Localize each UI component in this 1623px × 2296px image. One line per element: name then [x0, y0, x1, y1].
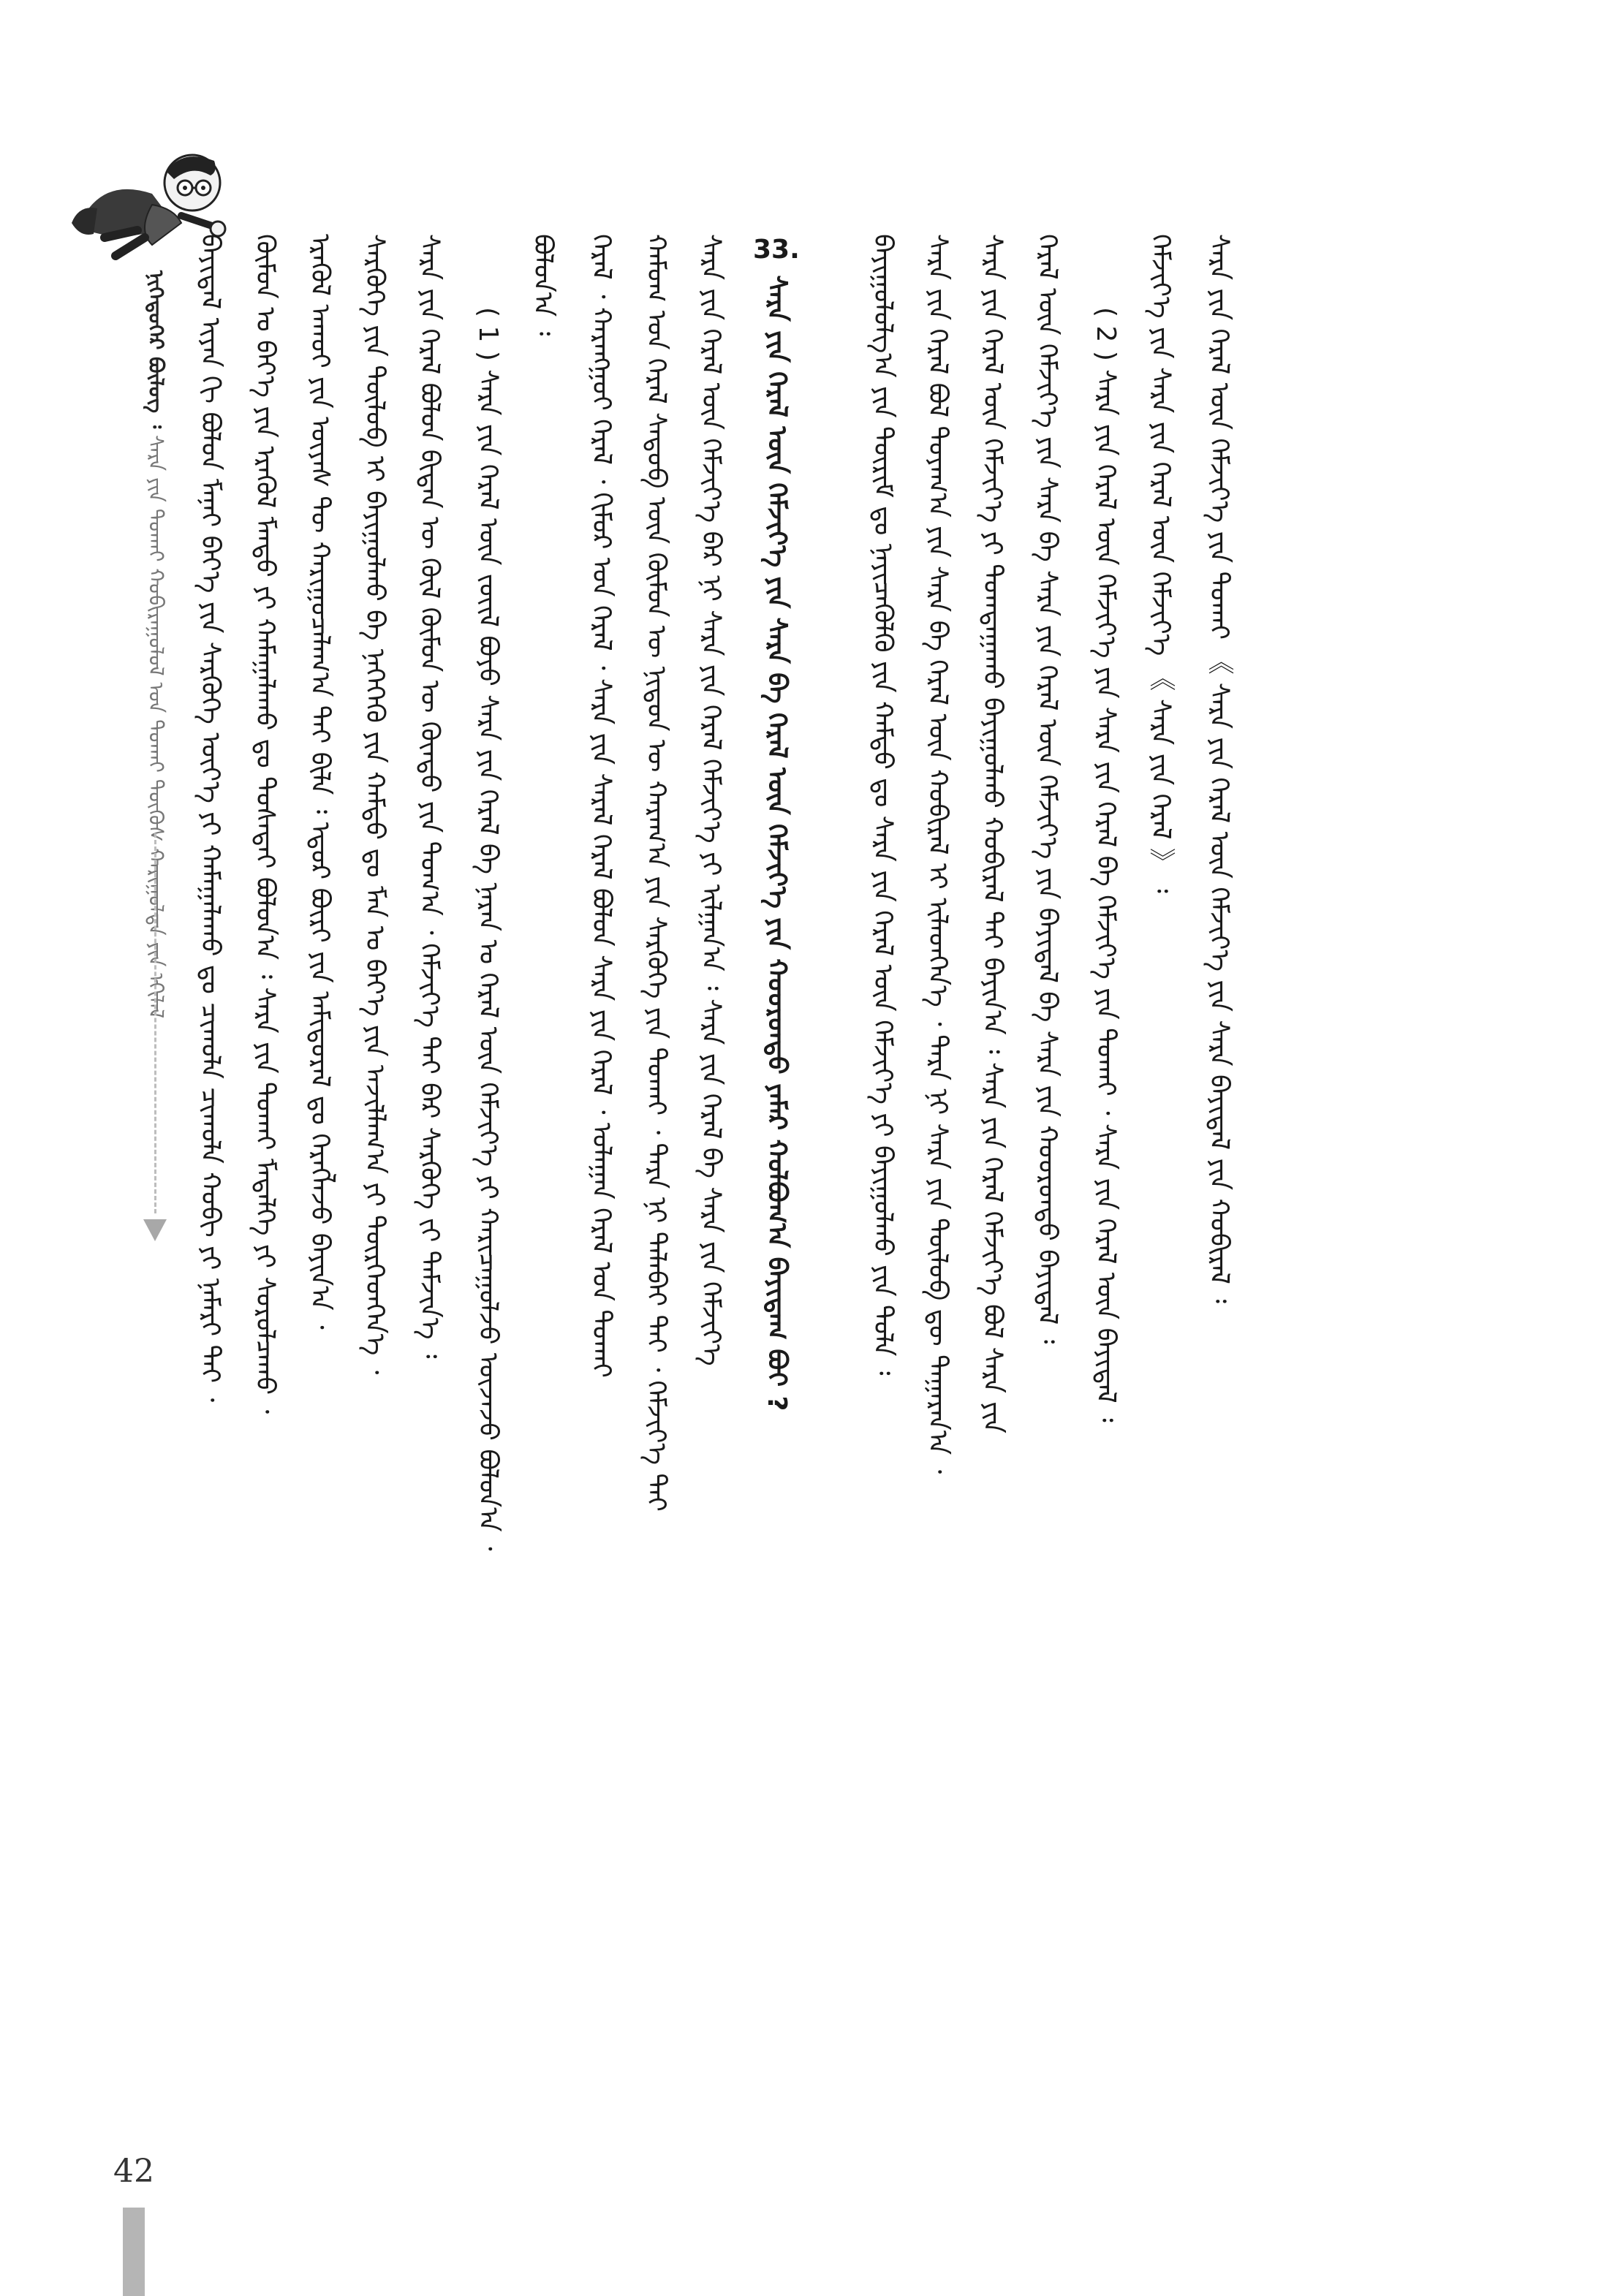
running-header-label: ᠨᠢᠭᠡᠳᠦᠭᠡᠷ ᠪᠦᠯᠦᠭ ᠄ [144, 270, 168, 429]
text-column: ᠬᠦᠮᠦᠨ ᠤ ᠪᠡᠶ᠎ᠡ ᠶᠢᠨ ᠡᠷᠡᠭᠦᠯ ᠮᠡᠨᠳᠦ ᠶᠢ ᠬᠠᠮᠠᠭᠠᠯᠠᠬᠤ ᠳᠤ ᠲᠤᠰᠠᠲᠠᠢ ᠪᠤᠯᠤᠨ᠎ᠠ ᠄ ᠰᠠᠷᠠ ᠶᠢᠨ ᠲᠤᠬᠠᠢ ᠮᠡᠳᠡᠯᠭᠡ ᠶᠢ ᠰᠤᠷᠤᠯᠴᠠᠬᠤ ᠂ [250, 234, 280, 1414]
text-column: ᠬᠠᠮᠤᠭ ᠤᠨ ᠭᠡᠷᠡᠯ ᠰᠡᠳᠦᠪ ᠦᠨ ᠬᠦᠮᠦᠨ ᠦ ᠨᠢᠳᠦᠨ ᠦ ᠬᠠᠷᠠᠭ᠎ᠠ ᠶᠢᠨ ᠰᠡᠷᠭᠦᠭᠡ ᠶᠢᠨ ᠲᠤᠬᠠᠢ ᠂ ᠲᠡᠷᠡ ᠨᠢ ᠲᠠᠯᠠᠪᠠᠢ ᠲᠠᠢ ᠂ ᠬᠡᠮᠵᠢᠶ᠎ᠡ ᠲᠠᠢ [641, 234, 671, 1512]
text-column: ᠡᠷᠡᠭᠦᠯ ᠠᠬᠤᠢ ᠶᠢᠨ ᠦᠶᠡᠰ ᠲᠦ ᠬᠠᠷᠢᠭᠤᠴᠠᠯᠠᠭ᠎ᠠ ᠲᠠᠢ ᠪᠢᠯᠡ ᠄ ᠡᠳᠦᠷ ᠪᠦᠷᠢ ᠶᠢᠨ ᠠᠮᠢᠳᠤᠷᠠᠯ ᠳᠤ ᠬᠡᠷᠡᠭᠯᠡᠵᠦ ᠪᠠᠶᠢᠨ᠎ᠠ ᠂ [305, 234, 335, 1330]
text-column: ᠭᠡᠷᠡᠯ ᠂ ᠬᠠᠷᠠᠩᠭᠤᠢ ᠭᠡᠷᠡᠯ ᠂ ᠬᠢᠮᠤᠷ ᠤᠨ ᠭᠡᠷᠡᠯ ᠂ ᠰᠠᠷᠠ ᠶᠢᠨ ᠰᠠᠷᠠᠯ ᠭᠡᠷᠡᠯ ᠪᠣᠯᠤᠨ ᠰᠠᠷᠠ ᠶᠢᠨ ᠭᠡᠷᠡᠯ ᠂ ᠤᠯᠠᠭᠠᠨ ᠭᠡᠷᠡᠯ ᠤᠨ ᠲᠤᠬᠠᠢ [586, 234, 616, 1378]
section-heading [753, 234, 800, 1411]
text-column: ᠪᠣᠯᠤᠨ᠎ᠠ ᠄ [528, 234, 558, 336]
text-column: ᠰᠠᠷᠠ ᠶᠢᠨ ᠭᠡᠷᠡᠯ ᠦᠨ ᠬᠡᠮᠵᠢᠶ᠎ᠡ ᠪᠡᠷ ᠨᠢ ᠰᠠᠷᠠ ᠶᠢᠨ ᠭᠡᠷᠡᠯ ᠬᠡᠮᠵᠢᠶ᠎ᠡ ᠶᠢ ᠢᠯᠭᠠᠨ᠎ᠠ ᠄ ᠰᠠᠷᠠ ᠶᠢᠨ ᠭᠡᠷᠡᠯ ᠪᠠ ᠰᠠᠷᠠ ᠶᠢᠨ ᠬᠡᠮᠵᠢᠶ᠎ᠡ [696, 234, 726, 1366]
running-header-text: ᠰᠠᠷᠠ ᠶᠢᠨ ᠲᠤᠬᠠᠢ ᠬᠤᠪᠢᠷᠠᠭᠤᠯᠤᠯ ᠤᠨ ᠲᠤᠬᠠᠢ ᠲᠦᠭᠦᠰ ᠬᠠᠷᠢᠭᠤᠯᠲᠠ ᠶᠢᠨ ᠡᠬᠢᠯᠡᠯ [144, 435, 168, 1019]
section-number: 33. [753, 235, 800, 265]
text-column: ᠪᠠᠶᠢᠳᠠᠯ ᠢᠶᠡᠨ ᠬᠢ ᠪᠤᠯᠤᠨ ᠮᠠᠨᠠᠢ ᠪᠡᠶ᠎ᠡ ᠶᠢᠨ ᠰᠡᠷᠭᠦᠭᠡ ᠦᠶ᠎ᠡ ᠶᠢ ᠬᠠᠮᠠᠭᠠᠯᠠᠬᠤ ᠳᠤ ᠴᠢᠬᠤᠯᠠ ᠴᠢᠬᠤᠯᠠ ᠬᠤᠪᠢ ᠶᠢ ᠨᠡᠮᠡᠷᠢ ᠲᠠᠢ ᠂ [195, 234, 225, 1403]
text-column: ᠰᠠᠷᠠ ᠶᠢᠨ ᠭᠡᠷᠡᠯ ᠦᠨ ᠬᠡᠮᠵᠢᠶ᠎ᠡ ᠶᠢ ᠲᠣᠭᠲᠠᠭᠠᠬᠤ ᠪᠠᠶᠢᠭᠤᠯᠬᠤ ᠬᠤᠪᠢᠷᠠᠯ ᠲᠠᠢ ᠪᠠᠶᠢᠨ᠎ᠠ ᠄ ᠰᠠᠷᠠ ᠶᠢᠨ ᠭᠡᠷᠡᠯ ᠬᠡᠮᠵᠢᠶ᠎ᠡ ᠪᠣᠯ ᠰᠠᠷᠠ ᠶᠢᠨ [977, 234, 1007, 1433]
text-column: ᠰᠠᠷᠠ ᠶᠢᠨ ᠭᠡᠷᠡᠯ ᠪᠣᠯ ᠲᠤᠶᠠᠭ᠎ᠠ ᠶᠢᠨ ᠰᠠᠷᠠ ᠪᠠ ᠭᠡᠷᠡᠯ ᠦᠨ ᠬᠤᠪᠢᠷᠠᠯ ᠢ ᠢᠯᠡᠳᠭᠡᠨ᠎ᠡ ᠂ ᠲᠡᠷᠡ ᠨᠢ ᠰᠠᠷᠠ ᠶᠢᠨ ᠲᠦᠯᠦᠪ ᠳᠦ ᠲᠠᠭᠠᠷᠠᠨ᠎ᠠ ᠂ [923, 234, 953, 1474]
text-column: ᠪᠠᠶᠢᠭᠤᠯᠤᠯᠭ᠎ᠠ ᠶᠢᠨ ᠳᠦᠷᠢᠮ ᠳᠤ ᠨᠡᠶᠢᠴᠡᠭᠦᠯᠬᠦ ᠶᠢᠨ ᠬᠠᠮᠲᠤ ᠳᠤ ᠰᠠᠷᠠ ᠶᠢᠨ ᠭᠡᠷᠡᠯ ᠦᠨ ᠬᠡᠮᠵᠢᠶ᠎ᠡ ᠶᠢ ᠪᠠᠶᠢᠭᠤᠯᠬᠤ ᠶᠢᠨ ᠲᠤᠯᠠ ᠄ [868, 234, 898, 1376]
text-column: ( 2 ) ᠰᠠᠷᠠ ᠶᠢᠨ ᠭᠡᠷᠡᠯ ᠦᠨ ᠬᠡᠮᠵᠢᠶ᠎ᠡ ᠶᠢᠨ ᠰᠠᠷᠠ ᠶᠢᠨ ᠭᠡᠷᠡᠯ ᠪᠠ ᠬᠡᠮᠵᠢᠶ᠎ᠡ ᠶᠢᠨ ᠲᠤᠬᠠᠢ ᠂ ᠰᠠᠷᠠ ᠶᠢᠨ ᠭᠡᠷᠡᠯ ᠦᠨ ᠪᠠᠶᠢᠳᠠᠯ ᠄ [1091, 307, 1121, 1422]
header-divider [154, 833, 156, 1213]
text-column: ᠭᠡᠷᠡᠯ ᠦᠨ ᠬᠡᠮᠵᠢᠶ᠎ᠡ ᠶᠢᠨ ᠰᠠᠷᠠ ᠪᠠ ᠰᠠᠷᠠ ᠶᠢᠨ ᠭᠡᠷᠡᠯ ᠦᠨ ᠬᠡᠮᠵᠢᠶ᠎ᠡ ᠶᠢᠨ ᠪᠠᠶᠢᠳᠠᠯ ᠪᠠ ᠰᠠᠷᠠ ᠶᠢᠨ ᠬᠣᠣᠷᠣᠨᠳᠤ ᠪᠠᠶᠢᠳᠠᠯ ᠄ [1032, 234, 1062, 1344]
text-column: ᠬᠡᠮᠵᠢᠶ᠎ᠡ ᠶᠢᠨ ᠰᠠᠷᠠ ᠶᠢᠨ ᠭᠡᠷᠡᠯ ᠦᠨ ᠬᠡᠮᠵᠢᠶ᠎ᠡ 《 ᠰᠠᠷᠠ ᠶᠢᠨ ᠭᠡᠷᠡᠯ 》 ᠄ [1146, 234, 1176, 893]
page-edge-tab [123, 2208, 145, 2296]
page-number: 42 [113, 2153, 154, 2190]
text-column: ᠰᠠᠷᠠ ᠶᠢᠨ ᠭᠡᠷᠡᠯ ᠦᠨ ᠬᠡᠮᠵᠢᠶ᠎ᠡ ᠶᠢᠨ ᠲᠤᠬᠠᠢ 《 ᠰᠠᠷᠠ ᠶᠢᠨ ᠭᠡᠷᠡᠯ ᠦᠨ ᠬᠡᠮᠵᠢᠶ᠎ᠡ ᠶᠢᠨ ᠰᠠᠷᠠ ᠪᠠᠶᠢᠳᠠᠯ ᠶᠢᠨ ᠬᠤᠪᠢᠷᠠᠯ ᠄ [1204, 234, 1234, 1303]
text-column: ᠰᠠᠷᠠ ᠶᠢᠨ ᠭᠡᠷᠡᠯ ᠪᠤᠯᠤᠨ ᠪᠢᠳᠡᠨ ᠦ ᠬᠦᠯ ᠬᠦᠮᠦᠨ ᠦ ᠬᠦᠨᠳᠦ ᠶᠢᠨ ᠲᠣᠭ᠎ᠠ ᠂ ᠬᠡᠮᠵᠢᠶ᠎ᠡ ᠲᠠᠢ ᠪᠠᠷ ᠰᠡᠷᠭᠦᠭᠡ ᠵᠢ ᠳᠡᠮᠵᠢᠨ᠎ᠡ ᠄ [415, 234, 444, 1359]
triangle-marker-icon [143, 1219, 167, 1241]
section-heading-text: ᠰᠠᠷᠠ ᠶᠢᠨ ᠭᠡᠷᠡᠯ ᠦᠨ ᠬᠡᠮᠵᠢᠶ᠎ᠡ ᠶᠢᠨ ᠰᠠᠷᠠ ᠪᠠ ᠭᠡᠷᠡᠯ ᠦᠨ ᠬᠡᠮᠵᠢᠶ᠎ᠡ ᠶᠢᠨ ᠬᠣᠣᠷᠣᠨᠳᠤ ᠶᠠᠮᠠᠷ ᠬᠣᠯᠪᠣᠭ᠎ᠠ ᠪᠠᠶᠢᠳᠠᠭ ᠪᠤᠢ ? [761, 275, 792, 1412]
text-column: ᠰᠡᠷᠭᠦᠭᠡ ᠶᠢᠨ ᠲᠦᠯᠦᠪ ᠢ ᠪᠠᠶᠢᠭᠤᠯᠬᠤ ᠪᠠ ᠨᠡᠭᠡᠭᠡᠬᠦ ᠶᠢᠨ ᠬᠠᠮᠲᠤ ᠳᠤ ᠮᠠᠨ ᠤ ᠪᠡᠶ᠎ᠡ ᠶᠢᠨ ᠠᠵᠢᠯᠯᠠᠭ᠎ᠠ ᠶᠢ ᠲᠦᠷᠭᠡᠳᠭᠡᠨ᠎ᠡ ᠂ [360, 234, 390, 1375]
text-column: ( 1 ) ᠰᠠᠷᠠ ᠶᠢᠨ ᠭᠡᠷᠡᠯ ᠦᠨ ᠵᠦᠢᠯ ᠪᠤᠶᠤ ᠰᠠᠷᠠ ᠶᠢᠨ ᠭᠡᠷᠡᠯ ᠪᠠ ᠨᠠᠷᠠᠨ ᠤ ᠭᠡᠷᠡᠯ ᠦᠨ ᠬᠡᠮᠵᠢᠶ᠎ᠡ ᠶᠢ ᠬᠠᠷᠢᠴᠠᠭᠤᠯᠵᠤ ᠦᠵᠡᠵᠦ ᠪᠣᠯᠤᠨ᠎ᠠ ᠂ [473, 307, 503, 1551]
